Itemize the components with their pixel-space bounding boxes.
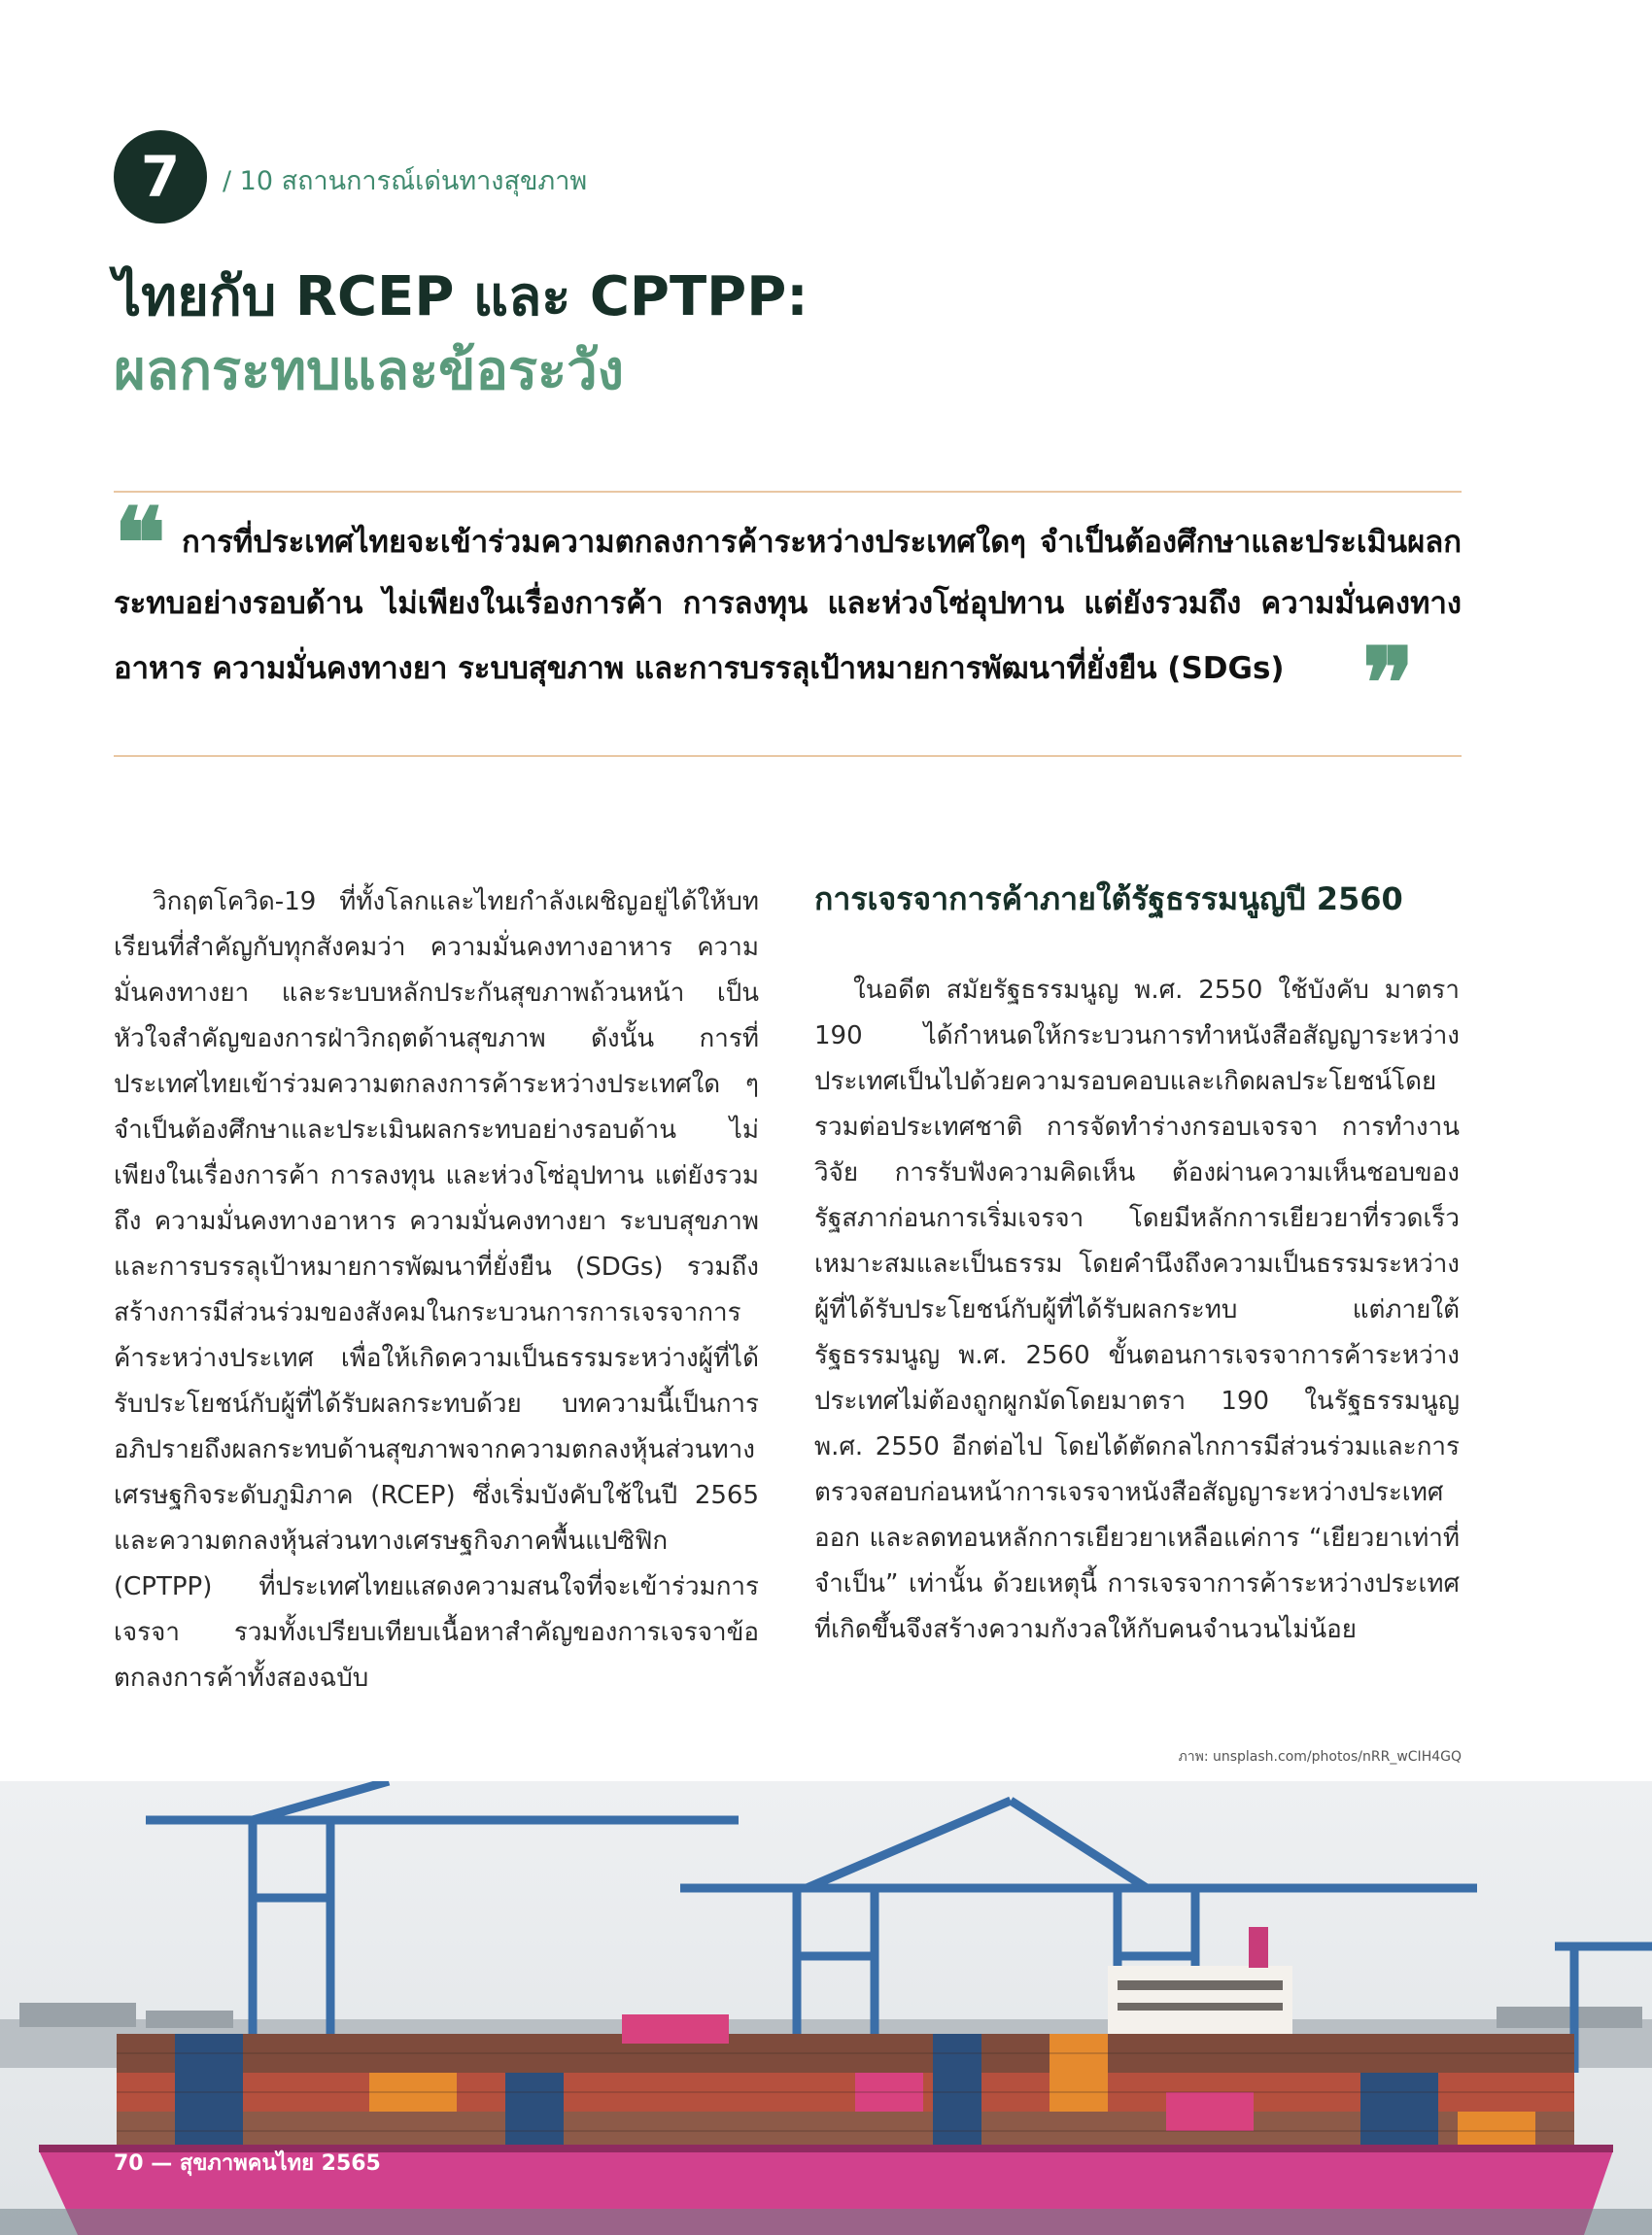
pull-quote	[114, 486, 1462, 757]
section-number-badge: 7	[114, 130, 207, 224]
page-title	[114, 260, 809, 408]
close-quote-icon: ❞	[1361, 626, 1415, 740]
right-column-body: ในอดีต สมัยรัฐธรรมนูญ พ.ศ. 2550 ใช้บังคับ มาตรา 190 ได้กำหนดให้กระบวนการทำหนังสือสัญญาระหว่างประเทศเป็นไปด้วยความรอบคอบและเกิดผลประโยชน์โดยรวมต่อประเทศชาติ การจัดทำร่างกรอบเจรจา การทำงานวิจัย การรับฟังความคิดเห็น ต้องผ่านความเห็นชอบของรัฐสภาก่อนการเริ่มเจรจา โดยมีหลักการเยียวยาที่รวดเร็ว เหมาะสมและเป็นธรรม โดยคำนึงถึงความเป็นธรรมระหว่างผู้ที่ได้รับประโยชน์กับผู้ที่ได้รับผลกระทบ แต่ภายใต้รัฐธรรมนูญ พ.ศ. 2560 ขั้นตอนการเจรจาการค้าระหว่างประเทศไม่ต้องถูกผูกมัดโดยมาตรา 190 ในรัฐธรรมนูญ พ.ศ. 2550 อีกต่อไป โดยได้ตัดกลไกการมีส่วนร่วมและการตรวจสอบก่อนหน้าการเจรจาหนังสือสัญญาระหว่างประเทศออก และลดทอนหลักการเยียวยาเหลือแค่การ “เยียวยาเท่าที่จำเป็น” เท่านั้น ด้วยเหตุนี้ การเจรจาการค้าระหว่างประเทศที่เกิดขึ้นจึงสร้างความกังวลให้กับคนจำนวนไม่น้อย	[814, 976, 1460, 1644]
pull-quote-text	[114, 512, 1462, 740]
title-line-1: ไทยกับ RCEP และ CPTPP:	[114, 265, 809, 328]
open-quote-icon: ❝	[114, 486, 166, 601]
title-line-2: ผลกระทบและข้อระวัง	[114, 339, 624, 402]
section-label: / 10 สถานการณ์เด่นทางสุขภาพ	[223, 166, 588, 196]
photo-credit: ภาพ: unsplash.com/photos/nRR_wCIH4GQ	[1178, 1749, 1462, 1765]
page-footer: 70 — สุขภาพคนไทย 2565	[114, 2151, 381, 2176]
section-heading: การเจรจาการค้าภายใต้รัฐธรรมนูญปี 2560	[814, 880, 1403, 917]
right-column	[814, 877, 1460, 1653]
pull-quote-body: การที่ประเทศไทยจะเข้าร่วมความตกลงการค้าระหว่างประเทศใดๆ จำเป็นต้องศึกษาและประเมินผลกระทบอย่างรอบด้าน ไม่เพียงในเรื่องการค้า การลงทุน และห่วงโซ่อุปทาน แต่ยังรวมถึง ความมั่นคงทางอาหาร ความมั่นคงทางยา ระบบสุขภาพ และการบรรลุเป้าหมายการพัฒนาที่ยั่งยืน (SDGs)	[114, 525, 1462, 686]
left-column-body: วิกฤตโควิด-19 ที่ทั้งโลกและไทยกำลังเผชิญอยู่ได้ให้บทเรียนที่สำคัญกับทุกสังคมว่า ความมั่นคงทางอาหาร ความมั่นคงทางยา และระบบหลักประกันสุขภาพถ้วนหน้า เป็นหัวใจสำคัญของการฝ่าวิกฤตด้านสุขภาพ ดังนั้น การที่ประเทศไทยเข้าร่วมความตกลงการค้าระหว่างประเทศใด ๆ จำเป็นต้องศึกษาและประเมินผลกระทบอย่างรอบด้าน ไม่เพียงในเรื่องการค้า การลงทุน และห่วงโซ่อุปทาน แต่ยังรวมถึง ความมั่นคงทางอาหาร ความมั่นคงทางยา ระบบสุขภาพ และการบรรลุเป้าหมายการพัฒนาที่ยั่งยืน (SDGs) รวมถึงสร้างการมีส่วนร่วมของสังคมในกระบวนการการเจรจาการค้าระหว่างประเทศ เพื่อให้เกิดความเป็นธรรมระหว่างผู้ที่ได้รับประโยชน์กับผู้ที่ได้รับผลกระทบด้วย บทความนี้เป็นการอภิปรายถึงผลกระทบด้านสุขภาพจากความตกลงหุ้นส่วนทางเศรษฐกิจระดับภูมิภาค (RCEP) ซึ่งเริ่มบังคับใช้ในปี 2565 และความตกลงหุ้นส่วนทางเศรษฐกิจภาคพื้นแปซิฟิก (CPTPP) ที่ประเทศไทยแสดงความสนใจที่จะเข้าร่วมการเจรจา รวมทั้งเปรียบเทียบเนื้อหาสำคัญของการเจรจาข้อตกลงการค้าทั้งสองฉบับ	[114, 887, 759, 1693]
